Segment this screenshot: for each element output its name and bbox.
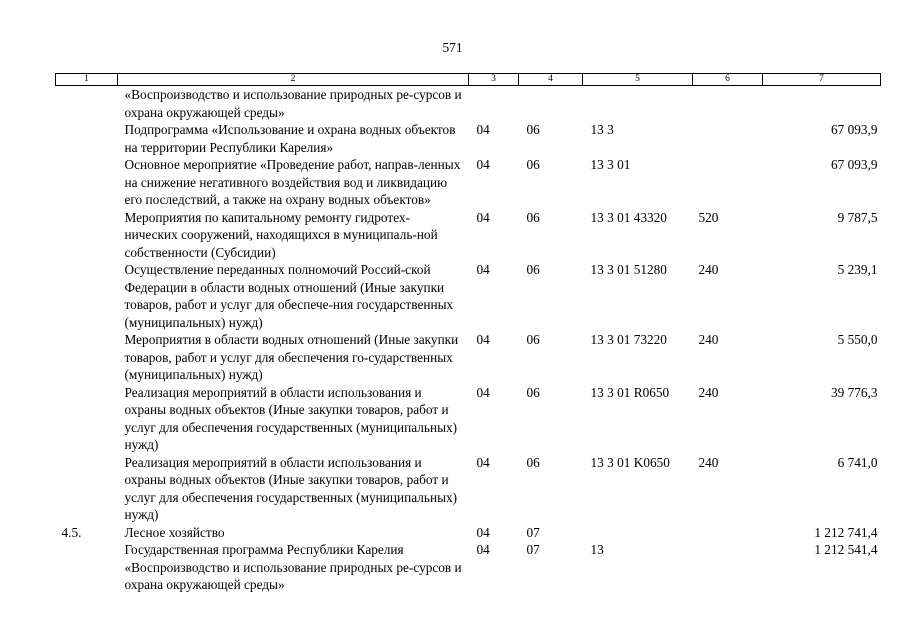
row-expense-type: 240 [698,384,719,400]
table-row [56,121,881,156]
header-col-1: 1 [56,74,118,86]
row-number [56,261,118,331]
row-amount: 5 239,1 [837,262,878,277]
row-amount: 5 550,0 [837,332,878,347]
row-target-article: 13 3 01 R0650 [590,384,670,400]
row-name: Реализация мероприятий в области использования и охраны водных объектов (Иные закупки товаров, работ и услуг для обеспечения государственных (муниципальных) нужд) [124,384,458,452]
row-section: 04 [476,122,490,137]
row-name: Мероприятия по капитальному ремонту гидротех-нических сооружений, находящихся в муниципаль-ной собственности (Субсидии) [124,209,438,260]
row-expense-type: 240 [698,262,719,277]
budget-table [55,73,881,594]
row-expense-type [693,541,763,594]
row-subsection: 06 [526,122,540,137]
row-target-article: 13 3 01 K0650 [590,454,670,470]
row-number: 4.5. [61,524,82,540]
row-name: Осуществление переданных полномочий Россий-ской Федерации в области водных отношений (Иные закупки товаров, работ и услуг для обеспече-ния государственных (муниципальных) нужд) [124,262,454,330]
row-amount: 9 787,5 [837,209,878,225]
table-row [56,209,881,262]
table-row [56,331,881,384]
header-col-6: 6 [693,74,763,86]
row-subsection: 06 [526,384,540,400]
row-section: 04 [476,524,490,540]
row-subsection: 06 [526,332,540,347]
table-row [56,541,881,594]
table-row [56,384,881,454]
row-number [56,331,118,384]
row-section: 04 [476,542,490,557]
row-subsection: 06 [526,454,540,470]
row-expense-type: 520 [698,209,719,225]
table-row [56,86,881,122]
row-subsection: 06 [526,157,540,172]
row-target-article: 13 3 01 [590,157,631,172]
row-subsection: 06 [526,262,540,277]
row-section: 04 [476,332,490,347]
row-section: 04 [476,209,490,225]
row-name: «Воспроизводство и использование природных ре-сурсов и охрана окружающей среды» [124,87,462,120]
row-name: Реализация мероприятий в области использования и охраны водных объектов (Иные закупки товаров, работ и услуг для обеспечения государственных (муниципальных) нужд) [124,454,458,522]
table-header [56,74,881,86]
row-target-article: 13 3 [590,122,614,137]
row-name: Мероприятия в области водных отношений (Иные закупки товаров, работ и услуг для обеспечения го-сударственных (муниципальных) нужд) [124,332,459,382]
header-col-7: 7 [763,74,881,86]
header-row [56,74,881,86]
row-subsection [519,86,583,122]
row-expense-type [693,121,763,156]
row-subsection: 07 [526,542,540,557]
row-target-article: 13 3 01 51280 [590,262,667,277]
row-section: 04 [476,157,490,172]
row-amount: 67 093,9 [830,122,878,137]
row-amount: 1 212 741,4 [814,524,878,540]
row-number [56,156,118,209]
row-number [56,541,118,594]
row-name: Основное мероприятие «Проведение работ, направ-ленных на снижение негативного воздействия вод и ликвидацию его последствий, а также на охрану водных объектов» [124,157,461,207]
row-expense-type [693,156,763,209]
row-number [56,86,118,122]
row-target-article [583,524,693,542]
row-expense-type: 240 [698,454,719,470]
row-name: Государственная программа Республики Карелия «Воспроизводство и использование природных ре-сурсов и охрана окружающей среды» [124,542,462,592]
row-amount: 6 741,0 [837,454,878,470]
row-number [56,454,118,524]
row-expense-type [693,524,763,542]
row-section [469,86,519,122]
table-row [56,156,881,209]
row-section: 04 [476,262,490,277]
row-target-article: 13 [590,542,604,557]
header-col-4: 4 [519,74,583,86]
row-number [56,209,118,262]
header-col-3: 3 [469,74,519,86]
row-amount: 67 093,9 [830,157,878,172]
row-subsection: 07 [526,524,540,540]
row-expense-type: 240 [698,332,719,347]
row-target-article [583,86,693,122]
row-target-article: 13 3 01 73220 [590,332,667,347]
row-amount: 39 776,3 [830,384,878,400]
row-amount: 1 212 541,4 [814,542,878,557]
row-name: Подпрограмма «Использование и охрана водных объектов на территории Республики Карелия» [124,122,456,155]
row-amount [763,86,881,122]
row-expense-type [693,86,763,122]
table-row [56,261,881,331]
row-target-article: 13 3 01 43320 [590,209,667,225]
row-name: Лесное хозяйство [124,524,225,540]
table-body [56,86,881,594]
row-number [56,121,118,156]
table-row [56,524,881,542]
row-section: 04 [476,384,490,400]
row-subsection: 06 [526,209,540,225]
header-col-5: 5 [583,74,693,86]
row-number [56,384,118,454]
row-section: 04 [476,454,490,470]
page-number: 571 [442,40,463,55]
header-col-2: 2 [118,74,469,86]
table-row [56,454,881,524]
